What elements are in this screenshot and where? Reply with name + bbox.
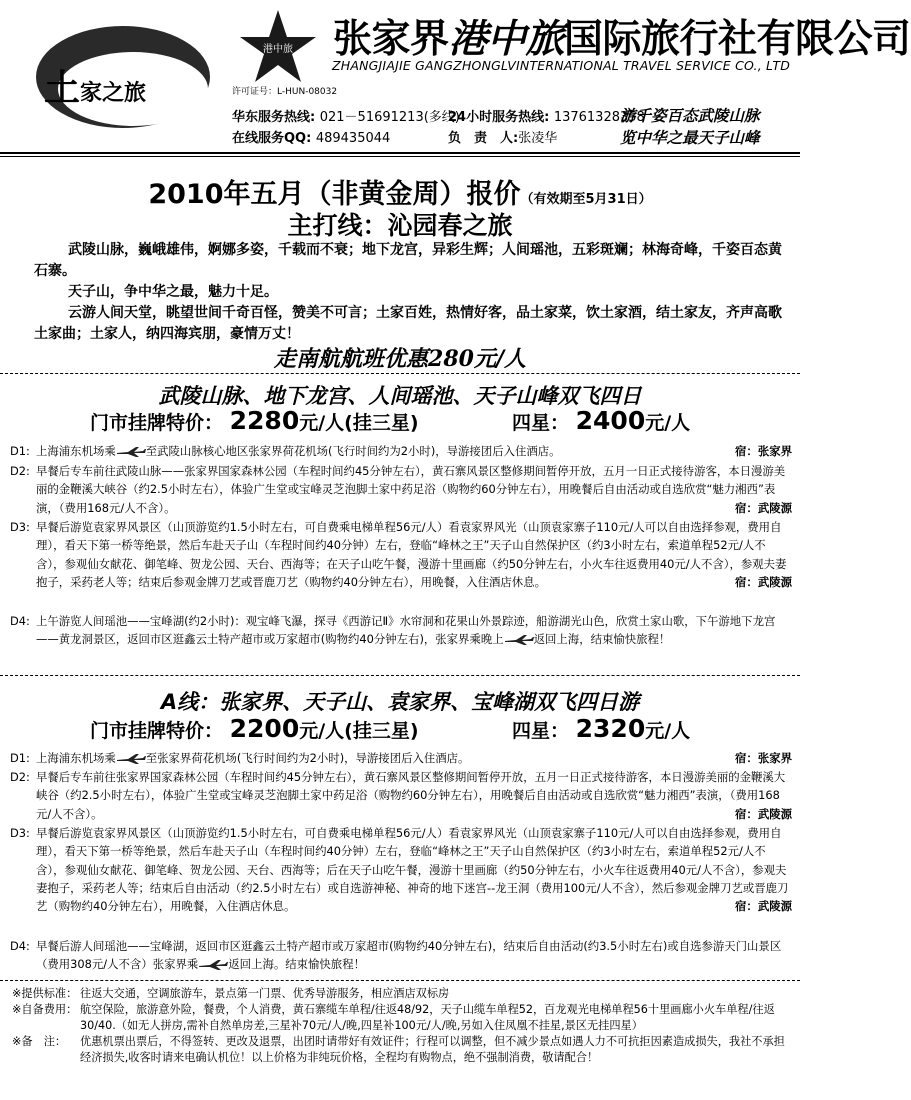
day-text: 早餐后专车前往张家界国家森林公园（车程时间约45分钟左右），黄石寨风景区整修期间暂停开放，五月一日正式接待游客，本日漫游美丽的金鞭溪大峡谷（约2.5小时左右），体验广生堂或宝峰灵芝泡脚土家中药足浴（购物约60分钟左右），用晚餐后自由活动或自选欣赏“魅力湘西”表演，（费用168元/人不含）。 (36, 770, 786, 821)
qq-value: 489435044 (315, 131, 391, 146)
day-label: D2: (10, 770, 30, 784)
day-label: D3: (10, 520, 30, 534)
itinerary-day (10, 442, 792, 460)
note-text: 航空保险，旅游意外险，餐费，个人消费，黄石寨缆车单程/往返48/92，天子山缆车单程52，百龙观光电梯单程56十里画廊小火车单程/往返30/40.（如无人拼房,需补自然单房差,三星补70元/人/晚,四星补100元/人/晚,另如入住凤凰不挂星,景区无挂四星） (80, 1003, 775, 1032)
intro-paragraph: 天子山，争中华之最，魅力十足。 (68, 284, 278, 300)
manager-label: 负 责 人: (448, 131, 519, 146)
day-stay: 宿：武陵源 (735, 500, 792, 515)
company-name-part3: 国际旅行社有限公司 (564, 17, 911, 62)
hotline24-value: 13761328358 (553, 110, 645, 125)
price2-unit: 元/人 (645, 720, 691, 742)
note-text: 往返大交通，空调旅游车，景点第一门票、优秀导游服务，相应酒店双标房 (80, 987, 450, 1000)
day-label: D4: (10, 939, 30, 953)
manager-value: 张凌华 (518, 131, 558, 146)
route-price-4star (512, 714, 690, 743)
day-text: 早餐后专车前往武陵山脉——张家界国家森林公园（车程时间约45分钟左右），黄石寨风景区整修期间暂停开放，五月一日正式接待游客，本日漫游美丽的金鞭溪大峡谷（约2.5小时左右），体验广生堂或宝峰灵芝泡脚土家中药足浴（购物约60分钟左右），用晚餐后自由活动或自选欣赏“魅力湘西”表演，（费用168元/人不含）。 (36, 464, 786, 515)
route-price-3star (90, 406, 419, 435)
online-qq (232, 127, 390, 146)
price2-label: 四星： (512, 720, 570, 742)
price-label: 门市挂牌特价： (90, 720, 224, 742)
note-item (12, 1034, 792, 1066)
price2-label: 四星： (512, 412, 570, 434)
day-text: 上午游览人间瑶池——宝峰湖(约2小时)：观宝峰飞瀑，探寻《西游记Ⅱ》水帘洞和花果山外景踪迹，船游湖光山色，欣赏土家山歌，下午游地下龙宫——黄龙洞景区，返回市区逛鑫云土特产超市或万家超市(购物约40分钟左右)，张家界乘晚上 (36, 614, 776, 647)
itinerary-day (10, 937, 792, 974)
day-stay: 宿：武陵源 (735, 899, 792, 914)
airplane-icon (504, 635, 534, 645)
note-item (12, 1002, 792, 1034)
day-label: D1: (10, 751, 30, 765)
day-stay: 宿：武陵源 (735, 806, 792, 821)
itinerary-day (10, 749, 792, 767)
section-divider (0, 675, 800, 676)
hotline-value: 021－51691213(多线) (319, 110, 460, 125)
intro-text (34, 240, 790, 345)
slogan-1: 游千姿百态武陵山脉 (620, 106, 760, 125)
itinerary-day (10, 518, 792, 591)
intro-paragraph: 云游人间天堂，眺望世间千奇百怪，赞美不可言；土家百姓，热情好客，品土家菜，饮土家酒，结土家友，齐声高歌土家曲；土家人，纳四海宾朋，豪情万丈！ (34, 305, 782, 342)
intro-paragraph: 武陵山脉，巍峨雄伟，婀娜多姿，千载而不衰；地下龙宫，异彩生辉；人间瑶池，五彩斑斓；林海奇峰，千姿百态黄石寨。 (34, 242, 782, 279)
price-unit: 元/人(挂三星) (299, 412, 419, 434)
page-subtitle: 主打线：沁园春之旅 (287, 211, 513, 240)
manager (448, 127, 557, 146)
license-number: 许可证号：L-HUN-08032 (232, 87, 338, 97)
section-divider (0, 373, 800, 374)
price-value: 2280 (229, 406, 300, 435)
title-main: 2010年五月（非黄金周）报价 (148, 179, 521, 210)
note-label: ※备 注： (12, 1035, 67, 1048)
day-text: 早餐后游览袁家界风景区（山顶游览约1.5小时左右，可自费乘电梯单程56元/人）看袁家界风光（山顶袁家寨子110元/人可以自由选择参观，费用自理），看天下第一桥等绝景，然后车赴天子山（车程时间约40分钟）左右，登临“峰林之王”天子山自然保护区（约3小时左右，索道单程52元/人不含），参观仙女献花、御笔峰、贺龙公园、天台、西海等；后在天子山吃午餐，漫游十里画廊（约50分钟左右，小火车往返费用40元/人不含），参观夫妻抱子，采药老人等；结束后自由活动（约2.5小时左右）或自选游神秘、神奇的地下迷宫--龙王洞（费用100元/人不含），然后参观金牌刀艺或晋鹿刀艺（购物约40分钟左右），用晚餐，入住酒店休息。 (36, 826, 789, 914)
day-text-after: 返回上海，结束愉快旅程！ (533, 632, 671, 647)
company-name-en: ZHANGJIAJIE GANGZHONGLVINTERNATIONAL TRAVEL SERVICE CO., LTD (332, 58, 791, 73)
price-unit: 元/人(挂三星) (299, 720, 419, 742)
day-text: 早餐后游览袁家界风景区（山顶游览约1.5小时左右，可自费乘电梯单程56元/人）看袁家界风光（山顶袁家寨子110元/人可以自由选择参观，费用自理），看天下第一桥等绝景，然后车赴天子山（车程时间约40分钟）左右，登临“峰林之王”天子山自然保护区（约3小时左右，索道单程52元/人不含），参观仙女献花、御笔峰、贺龙公园、天台、西海等；在天子山吃午餐，漫游十里画廊（约50分钟左右，小火车往返费用40元/人不含），参观夫妻抱子，采药老人等；结束后参观金牌刀艺或晋鹿刀艺（购物约40分钟左右），用晚餐，入住酒店休息。 (36, 520, 787, 589)
price-label: 门市挂牌特价： (90, 412, 224, 434)
title-validity: （有效期至5月31日） (520, 192, 652, 207)
day-stay: 宿：张家界 (735, 444, 792, 458)
route-price-3star (90, 714, 419, 743)
price-value: 2200 (229, 714, 300, 743)
company-name-part1: 张家界 (333, 17, 449, 62)
airplane-icon (198, 960, 228, 970)
price2-value: 2320 (575, 714, 646, 743)
note-text: 优惠机票出票后，不得签转、更改及退票，出团时请带好有效证件；行程可以调整，但不减少景点如遇人力不可抗拒因素造成损失，我社不承担经济损失,收客时请来电确认机位！以上价格为非纯玩价格，全程均有购物点，绝不强制消费，敬请配合！ (80, 1035, 785, 1064)
hotline-24h (448, 106, 645, 125)
company-star-logo (238, 8, 318, 84)
day-text: 上海浦东机场乘 (36, 751, 116, 765)
day-text-after: 至武陵山脉核心地区张家界荷花机场(飞行时间约为2小时)，导游接团后入住酒店。 (145, 444, 561, 458)
airplane-icon (116, 754, 146, 764)
route-price-4star (512, 406, 690, 435)
day-label: D3: (10, 826, 30, 840)
route-title: A线：张家界、天子山、袁家界、宝峰湖双飞四日游 (160, 690, 640, 714)
itinerary-day (10, 824, 792, 915)
day-stay: 宿：武陵源 (735, 574, 792, 589)
route-title: 武陵山脉、地下龙宫、人间瑶池、天子山峰双飞四日 (158, 384, 642, 408)
price2-value: 2400 (575, 406, 646, 435)
airplane-icon (116, 447, 146, 457)
star-text: 港中旅 (263, 44, 293, 55)
logo-main-char: 土 (44, 67, 81, 109)
header-divider-thin (0, 156, 800, 157)
section-divider (0, 980, 800, 981)
day-stay: 宿：张家界 (735, 751, 792, 765)
note-label: ※自备费用： (12, 1003, 78, 1016)
day-text: 上海浦东机场乘 (36, 444, 116, 458)
itinerary-day (10, 612, 792, 649)
logo-text (44, 60, 146, 111)
logo-rest: 家之旅 (80, 80, 147, 106)
header-divider (0, 152, 800, 154)
itinerary-day (10, 462, 792, 517)
qq-label: 在线服务QQ: (232, 131, 312, 146)
slogan-2: 览中华之最天子山峰 (620, 128, 760, 147)
notes-section (12, 986, 792, 1066)
company-name-part2: 港中旅 (448, 16, 565, 62)
company-name-cn (333, 8, 911, 64)
hotline24-label: 24小时服务热线: (448, 110, 550, 125)
discount-banner: 走南航航班优惠280元/人 (274, 346, 526, 372)
note-item (12, 986, 792, 1002)
day-text-after: 至张家界荷花机场(飞行时间约为2小时)，导游接团后入住酒店。 (145, 751, 470, 765)
day-label: D4: (10, 614, 30, 628)
day-text-after: 返回上海。结束愉快旅程！ (228, 957, 365, 972)
hotline-label: 华东服务热线: (232, 110, 316, 125)
hotline (232, 106, 460, 125)
note-label: ※提供标准： (12, 987, 78, 1000)
day-label: D2: (10, 464, 30, 478)
itinerary-day (10, 768, 792, 823)
day-text: 早餐后游人间瑶池——宝峰湖，返回市区逛鑫云土特产超市或万家超市(购物约40分钟左右)，结束后自由活动(约3.5小时左右)或自选参游天门山景区（费用308元/人不含）张家界乘 (36, 939, 782, 972)
price2-unit: 元/人 (645, 412, 691, 434)
day-label: D1: (10, 444, 30, 458)
